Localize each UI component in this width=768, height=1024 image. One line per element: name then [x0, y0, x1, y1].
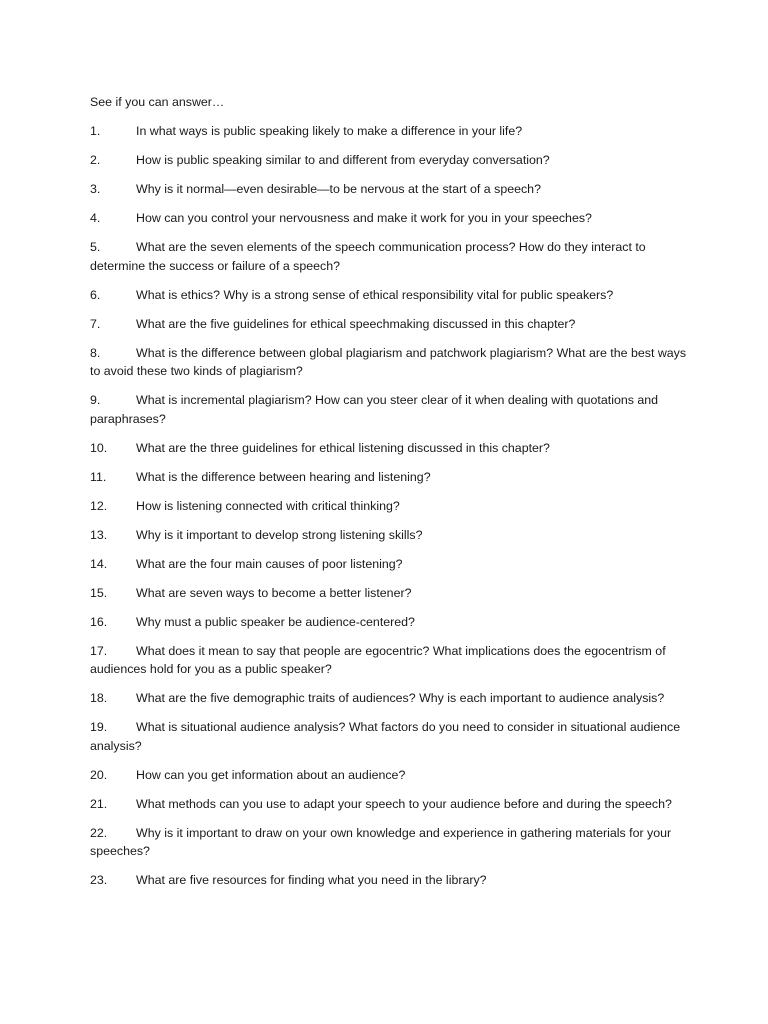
question-text: What does it mean to say that people are egocentric? What implications does the egocentrism of audiences hold for you as a public speaker? — [90, 643, 666, 676]
question-number: 16. — [90, 614, 108, 629]
document-page — [90, 93, 690, 900]
question-text: What is situational audience analysis? What factors do you need to consider in situational audience analysis? — [90, 720, 681, 753]
question-item — [90, 209, 690, 228]
question-item — [90, 315, 690, 334]
question-text: What is the difference between hearing and listening? — [136, 469, 431, 484]
question-list — [90, 122, 690, 890]
question-item — [90, 824, 690, 861]
question-number: 12. — [90, 498, 108, 513]
question-number: 19. — [90, 720, 108, 734]
question-text: How is public speaking similar to and different from everyday conversation? — [136, 153, 550, 167]
question-number: 10. — [90, 440, 108, 455]
question-number: 18. — [90, 691, 108, 705]
question-item — [90, 344, 690, 381]
question-number: 14. — [90, 556, 108, 571]
question-text: What is incremental plagiarism? How can you steer clear of it when dealing with quotations and paraphrases? — [90, 393, 659, 426]
question-item — [90, 286, 690, 305]
question-item — [90, 555, 690, 574]
question-item — [90, 871, 690, 890]
question-text: What are the four main causes of poor listening? — [136, 556, 403, 571]
question-number: 2. — [90, 153, 101, 167]
question-item — [90, 613, 690, 632]
question-text: How can you control your nervousness and make it work for you in your speeches? — [136, 211, 592, 225]
question-item — [90, 689, 690, 708]
question-item — [90, 526, 690, 545]
question-text: In what ways is public speaking likely to make a difference in your life? — [136, 124, 523, 138]
question-number: 8. — [90, 345, 101, 360]
question-text: What are the five guidelines for ethical speechmaking discussed in this chapter? — [136, 316, 576, 331]
question-text: Why must a public speaker be audience-centered? — [136, 614, 415, 629]
question-number: 1. — [90, 124, 101, 138]
question-item — [90, 642, 690, 679]
question-number: 22. — [90, 825, 108, 840]
question-item — [90, 391, 690, 428]
question-item — [90, 151, 690, 170]
question-number: 4. — [90, 211, 101, 225]
question-text: Why is it important to develop strong listening skills? — [136, 527, 423, 542]
question-number: 9. — [90, 393, 101, 407]
question-text: How is listening connected with critical thinking? — [136, 498, 400, 513]
question-number: 23. — [90, 873, 108, 887]
question-text: What are seven ways to become a better listener? — [136, 585, 412, 600]
question-item — [90, 718, 690, 755]
question-number: 7. — [90, 316, 101, 331]
question-item — [90, 468, 690, 487]
question-text: What are the seven elements of the speech communication process? How do they interact to determine the success or failure of a speech? — [90, 240, 646, 273]
question-text: How can you get information about an audience? — [136, 767, 406, 782]
question-number: 21. — [90, 796, 108, 811]
question-text: What is the difference between global plagiarism and patchwork plagiarism? What are the best ways to avoid these two kinds of plagiarism? — [90, 345, 687, 378]
question-item — [90, 795, 690, 814]
question-number: 17. — [90, 643, 108, 658]
question-text: What methods can you use to adapt your speech to your audience before and during the speech? — [136, 796, 672, 811]
question-number: 11. — [90, 469, 107, 484]
question-number: 20. — [90, 767, 108, 782]
question-text: Why is it normal—even desirable—to be nervous at the start of a speech? — [136, 182, 541, 196]
question-item — [90, 238, 690, 275]
question-item — [90, 584, 690, 603]
question-text: What are five resources for finding what you need in the library? — [136, 873, 487, 887]
question-text: What are the five demographic traits of audiences? Why is each important to audience analysis? — [136, 691, 665, 705]
question-text: What is ethics? Why is a strong sense of ethical responsibility vital for public speakers? — [136, 287, 614, 302]
question-number: 6. — [90, 287, 101, 302]
question-item — [90, 497, 690, 516]
question-number: 5. — [90, 240, 101, 254]
intro-text: See if you can answer… — [90, 95, 225, 109]
question-number: 3. — [90, 182, 101, 196]
question-number: 13. — [90, 527, 108, 542]
question-item — [90, 439, 690, 458]
question-text: Why is it important to draw on your own knowledge and experience in gathering materials for your speeches? — [90, 825, 672, 858]
question-text: What are the three guidelines for ethical listening discussed in this chapter? — [136, 440, 550, 455]
question-item — [90, 122, 690, 141]
question-item — [90, 766, 690, 785]
question-number: 15. — [90, 585, 108, 600]
question-item — [90, 180, 690, 199]
